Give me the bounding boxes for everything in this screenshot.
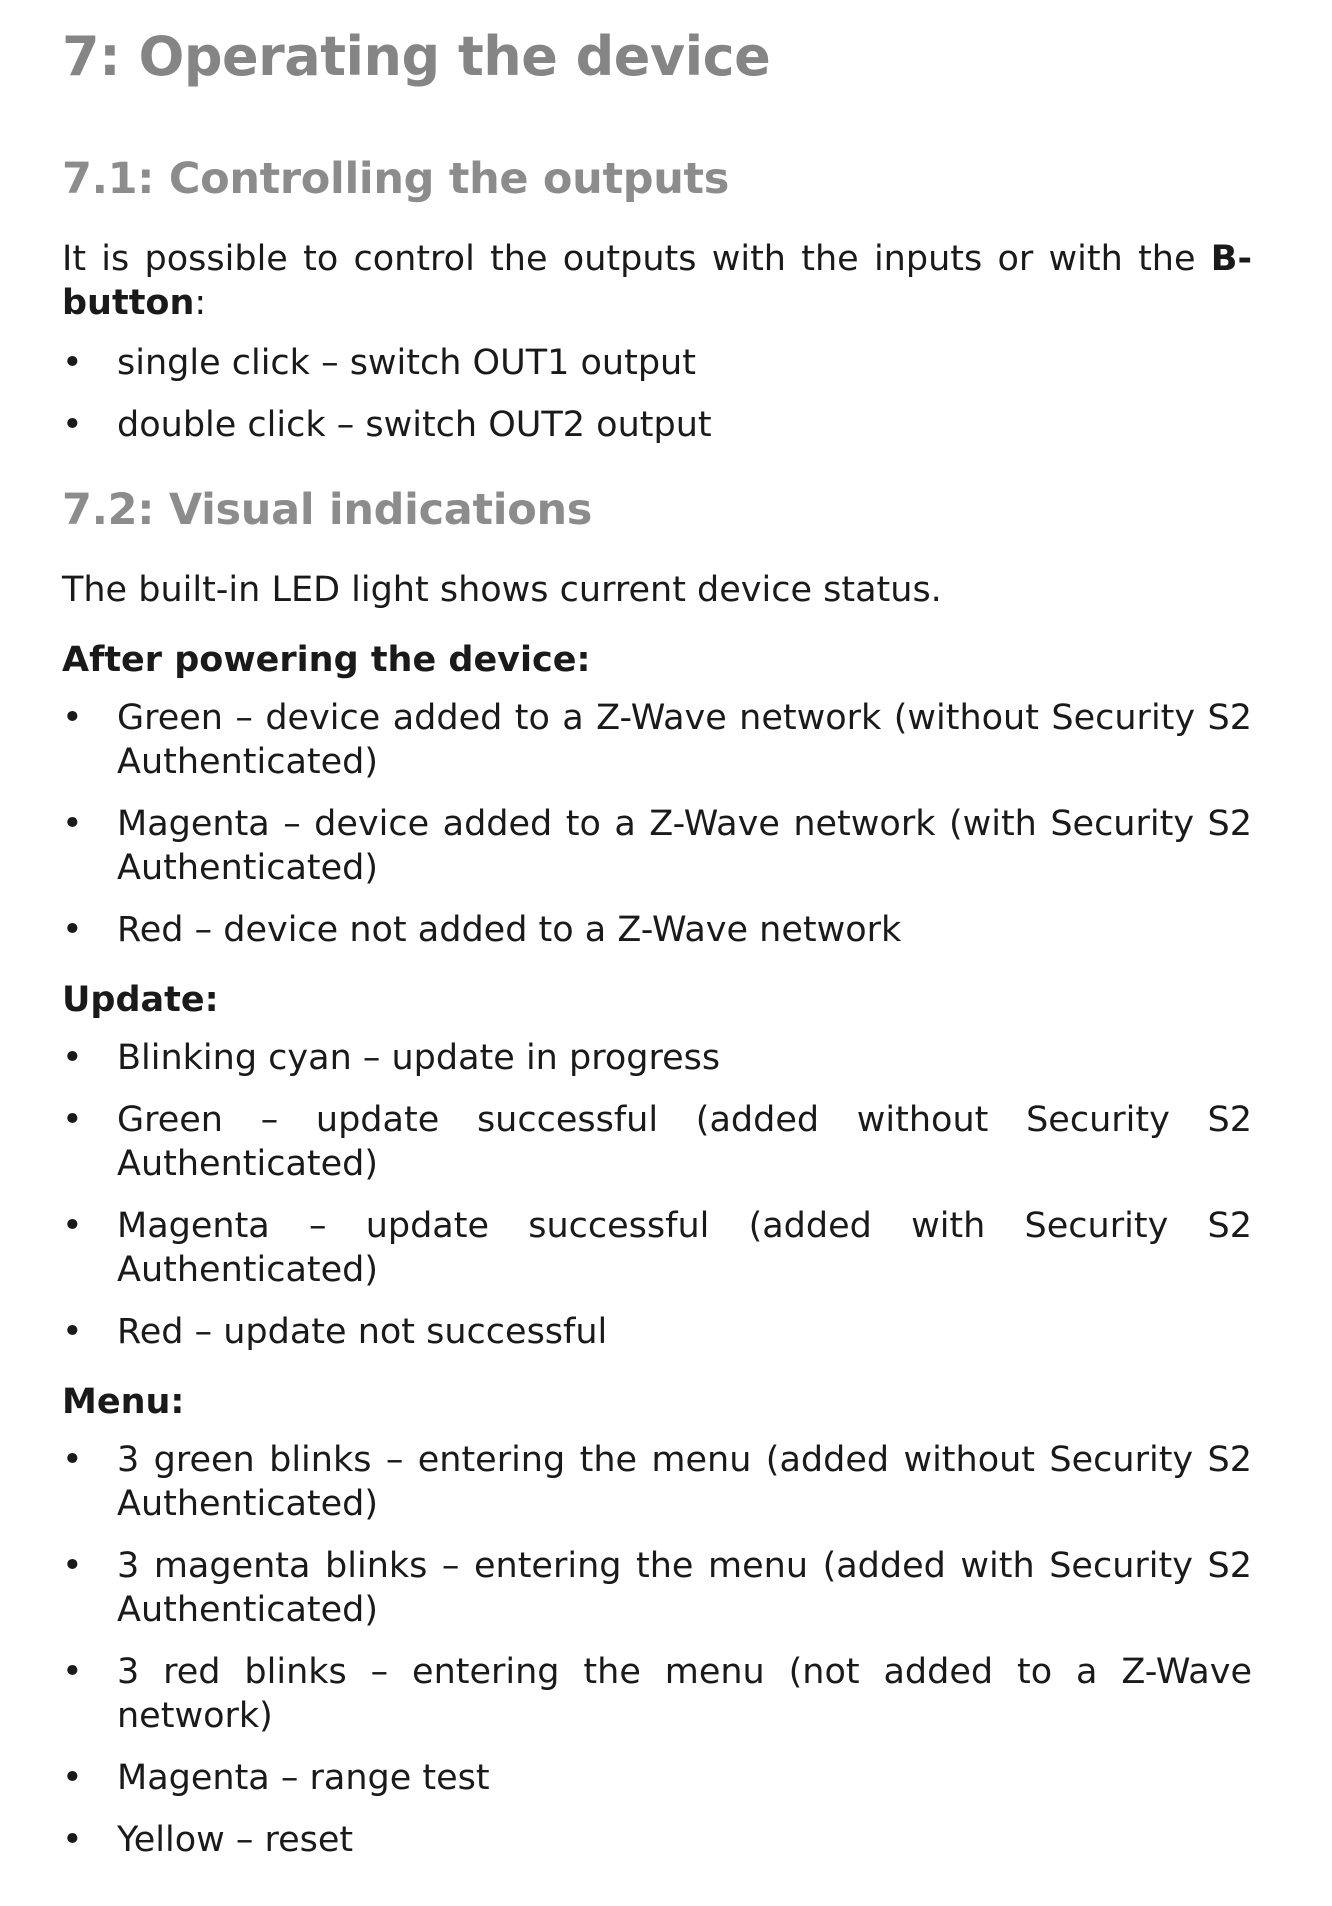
intro-text: It is possible to control the outputs with the inputs or with the [62,239,1211,279]
controlling-outputs-list [62,341,1252,447]
menu-list [62,1438,1252,1862]
b-button-label: B-button [62,239,1252,323]
section-title-controlling-outputs: 7.1: Controlling the outputs [62,154,730,204]
list-item-text: Yellow – reset [117,1820,354,1860]
list-item [62,1438,1252,1526]
bullet-icon: • [62,698,83,738]
list-item-text: Magenta – update successful (added with Security S2 Authenticated) [117,1206,1252,1290]
bullet-icon: • [62,1546,83,1586]
list-item [62,1650,1252,1738]
bullet-icon: • [62,1038,83,1078]
list-item [62,403,1252,447]
list-item [62,802,1252,890]
list-item [62,1310,1252,1354]
group-heading-menu: Menu: [62,1382,185,1422]
list-item-text: Red – update not successful [117,1312,608,1352]
bullet-icon: • [62,405,83,445]
list-item-text: Red – device not added to a Z-Wave network [117,910,902,950]
update-list [62,1036,1252,1354]
list-item-text: Green – device added to a Z-Wave network (without Security S2 Authenticated) [117,698,1252,782]
bullet-icon: • [62,1758,83,1798]
list-item [62,341,1252,385]
list-item-text: 3 green blinks – entering the menu (added without Security S2 Authenticated) [117,1440,1252,1524]
bullet-icon: • [62,1652,83,1692]
bullet-icon: • [62,804,83,844]
section-title-visual-indications: 7.2: Visual indications [62,485,593,535]
list-item-text: 3 magenta blinks – entering the menu (added with Security S2 Authenticated) [117,1546,1252,1630]
bullet-icon: • [62,1100,83,1140]
list-item-text: Blinking cyan – update in progress [117,1038,721,1078]
chapter-title: 7: Operating the device [62,25,771,88]
list-item [62,1204,1252,1292]
bullet-icon: • [62,343,83,383]
bullet-icon: • [62,910,83,950]
list-item-text: double click – switch OUT2 output [117,405,712,445]
list-item-text: single click – switch OUT1 output [117,343,696,383]
list-item [62,1544,1252,1632]
list-item [62,1818,1252,1862]
list-item [62,1756,1252,1800]
list-item [62,1098,1252,1186]
after-powering-list [62,696,1252,952]
controlling-outputs-intro [62,237,1252,325]
list-item-text: Magenta – device added to a Z-Wave network (with Security S2 Authenticated) [117,804,1252,888]
bullet-icon: • [62,1312,83,1352]
visual-indications-intro: The built-in LED light shows current device status. [62,570,942,610]
intro-colon: : [194,283,207,323]
group-heading-after-powering: After powering the device: [62,640,591,680]
list-item-text: Green – update successful (added without Security S2 Authenticated) [117,1100,1252,1184]
list-item [62,696,1252,784]
bullet-icon: • [62,1440,83,1480]
list-item-text: 3 red blinks – entering the menu (not added to a Z-Wave network) [117,1652,1252,1736]
bullet-icon: • [62,1206,83,1246]
list-item [62,1036,1252,1080]
group-heading-update: Update: [62,980,219,1020]
bullet-icon: • [62,1820,83,1860]
list-item-text: Magenta – range test [117,1758,490,1798]
list-item [62,908,1252,952]
